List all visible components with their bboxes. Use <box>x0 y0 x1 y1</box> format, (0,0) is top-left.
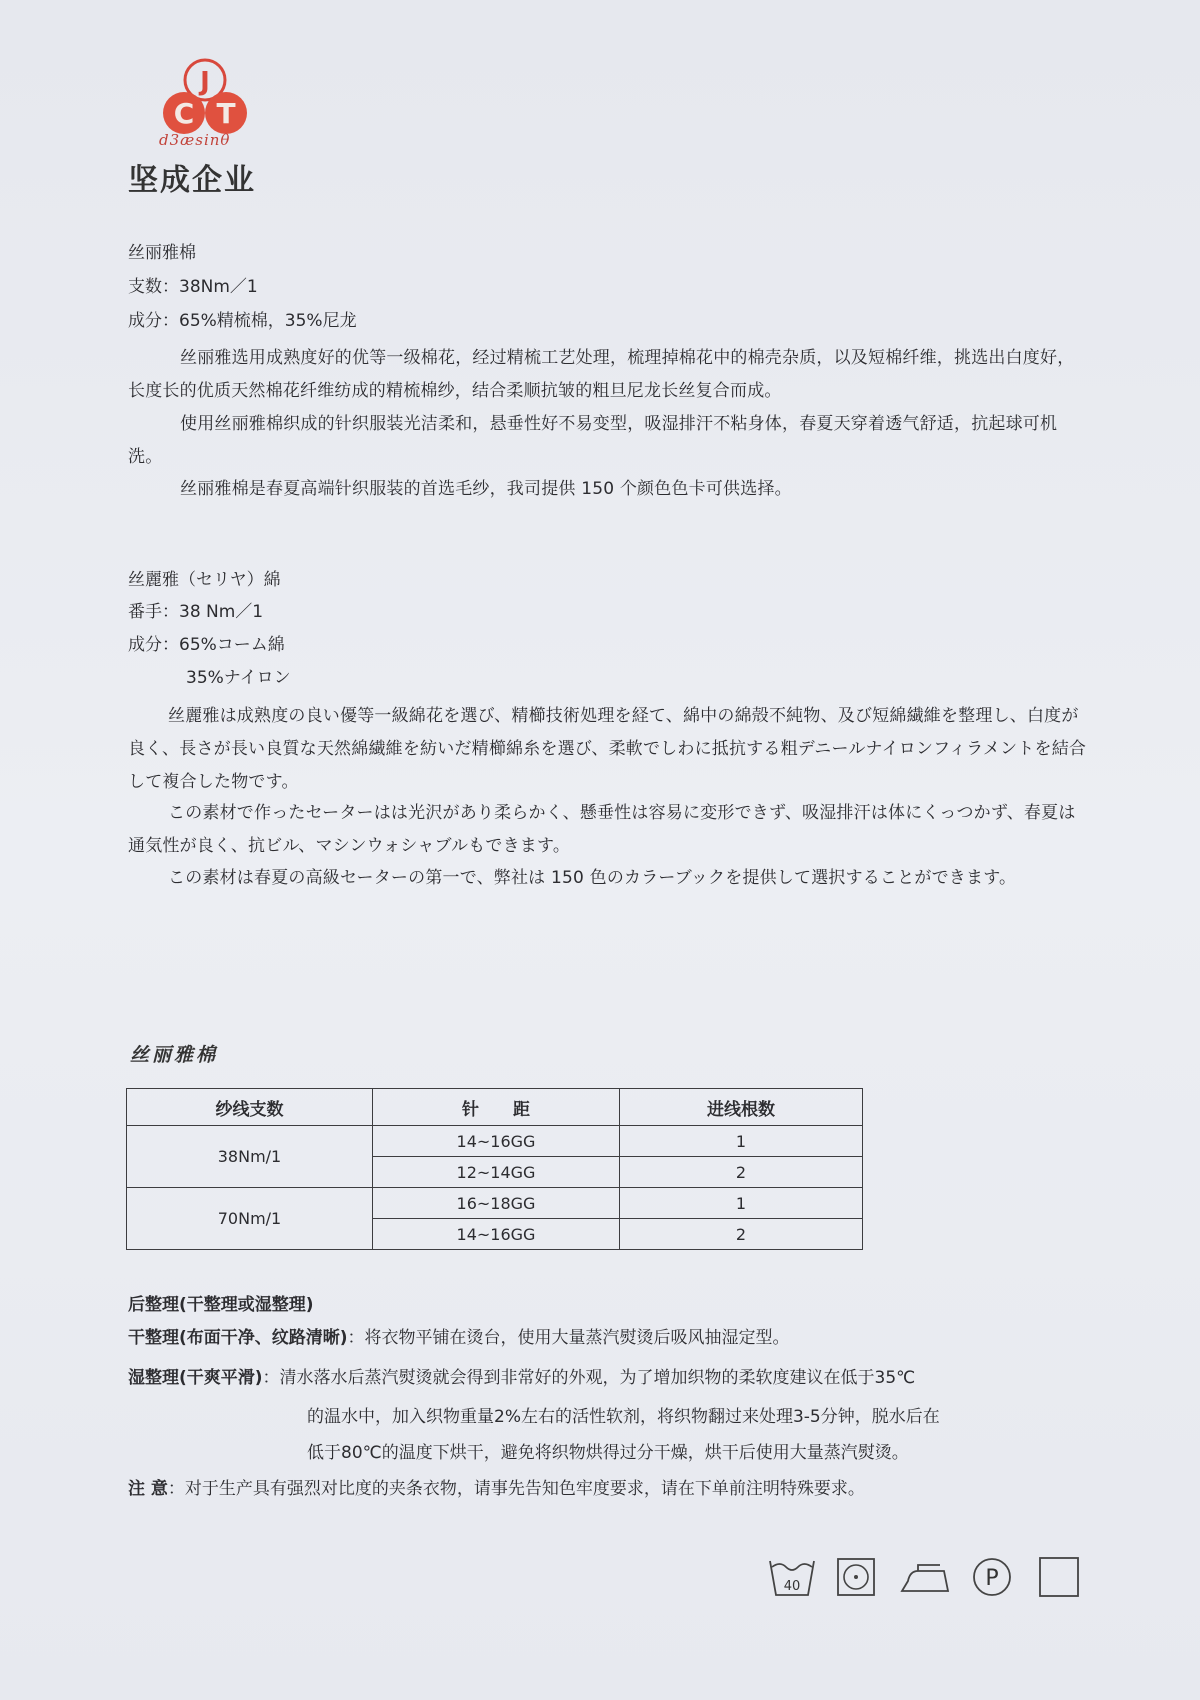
wet-finishing-text-3: 低于80℃的温度下烘干，避免将织物烘得过分干燥，烘干后使用大量蒸汽熨烫。 <box>307 1443 909 1463</box>
dry-finishing-text: ：将衣物平铺在烫台，使用大量蒸汽熨烫后吸风抽湿定型。 <box>347 1328 790 1348</box>
svg-text:C: C <box>173 97 195 130</box>
jp-composition-2: 35%ナイロン <box>186 668 291 688</box>
cn-title: 丝丽雅棉 <box>128 243 196 263</box>
jp-para-1: 丝麗雅は成熟度の良い優等一級綿花を選び、精櫛技術処理を経て、綿中の綿殻不純物、及び短綿繊維を整理し、白度が良く、長さが長い良質な天然綿繊維を紡いだ精櫛綿糸を選び、柔軟でしわに抵抗する粗デニールナイロンフィラメントを結合して複合した物です。 <box>128 706 1087 792</box>
iron-icon <box>900 1555 952 1599</box>
ends-cell: 2 <box>620 1219 863 1250</box>
jp-composition-1: 成分：65%コーム綿 <box>128 635 285 655</box>
header-gauge: 针 距 <box>373 1089 620 1126</box>
header-ends: 进线根数 <box>620 1089 863 1126</box>
brand-subtitle: d3æsinθ <box>159 131 231 149</box>
spec-title: 丝丽雅棉 <box>130 1044 219 1066</box>
dryclean-letter: P <box>985 1566 999 1591</box>
svg-text:T: T <box>216 97 236 130</box>
gauge-cell: 12~14GG <box>373 1157 620 1188</box>
company-name: 坚成企业 <box>128 163 256 198</box>
svg-text:J: J <box>200 67 210 97</box>
yarn-count-cell: 70Nm/1 <box>127 1188 373 1250</box>
cn-para-3: 丝丽雅棉是春夏高端针织服装的首选毛纱，我司提供 150 个颜色色卡可供选择。 <box>180 479 792 499</box>
wet-finishing-text-1: ：清水落水后蒸汽熨烫就会得到非常好的外观，为了增加织物的柔软度建议在低于35℃ <box>262 1368 916 1388</box>
jp-para-2: この素材で作ったセーターはは光沢があり柔らかく、懸垂性は容易に変形できず、吸湿排汗は体にくっつかず、春夏は通気性が良く、抗ビル、マシンウォシャブルもできます。 <box>128 803 1076 856</box>
jp-para-3: この素材は春夏の高級セーターの第一で、弊社は 150 色のカラーブックを提供して選択することができます。 <box>168 868 1017 888</box>
note-text: ：对于生产具有强烈对比度的夹条衣物，请事先告知色牢度要求，请在下单前注明特殊要求。 <box>167 1479 865 1499</box>
spec-table <box>126 1088 863 1250</box>
tumble-dry-icon <box>836 1555 876 1599</box>
ends-cell: 1 <box>620 1188 863 1219</box>
dry-finishing-row <box>128 1327 790 1349</box>
jp-title: 丝麗雅（セリヤ）綿 <box>128 570 281 590</box>
wet-finishing-text-2: 的温水中，加入织物重量2%左右的活性软剂，将织物翻过来处理3-5分钟，脱水后在 <box>307 1407 940 1427</box>
blank-square-icon <box>1038 1555 1080 1599</box>
ends-cell: 1 <box>620 1126 863 1157</box>
note-label: 注 意 <box>128 1479 168 1499</box>
cn-count: 支数：38Nm／1 <box>128 277 258 297</box>
table-row <box>127 1188 863 1219</box>
header-yarn-count: 纱线支数 <box>127 1089 373 1126</box>
jp-count: 番手：38 Nm／1 <box>128 602 264 622</box>
wet-finishing-label: 湿整理(干爽平滑) <box>128 1368 263 1388</box>
cn-composition: 成分：65%精梳棉，35%尼龙 <box>128 311 357 331</box>
dry-finishing-label: 干整理(布面干净、纹路清晰) <box>128 1328 348 1348</box>
gauge-cell: 16~18GG <box>373 1188 620 1219</box>
ends-cell: 2 <box>620 1157 863 1188</box>
cn-para-1: 丝丽雅选用成熟度好的优等一级棉花，经过精梳工艺处理，梳理掉棉花中的棉壳杂质，以及短棉纤维，挑选出白度好，长度长的优质天然棉花纤维纺成的精梳棉纱，结合柔顺抗皱的粗旦尼龙长丝复合而成。 <box>128 348 1075 401</box>
wash-temp-label: 40 <box>783 1579 801 1594</box>
wash-40-icon <box>768 1555 816 1599</box>
dryclean-p-icon <box>970 1555 1014 1599</box>
note-row <box>128 1478 865 1500</box>
gauge-cell: 14~16GG <box>373 1126 620 1157</box>
cn-para-2: 使用丝丽雅棉织成的针织服装光洁柔和，悬垂性好不易变型，吸湿排汗不粘身体，春夏天穿着透气舒适，抗起球可机洗。 <box>128 414 1058 467</box>
yarn-count-cell: 38Nm/1 <box>127 1126 373 1188</box>
finishing-title: 后整理(干整理或湿整理) <box>128 1295 314 1315</box>
wet-finishing-row <box>128 1367 915 1389</box>
gauge-cell: 14~16GG <box>373 1219 620 1250</box>
table-row <box>127 1126 863 1157</box>
